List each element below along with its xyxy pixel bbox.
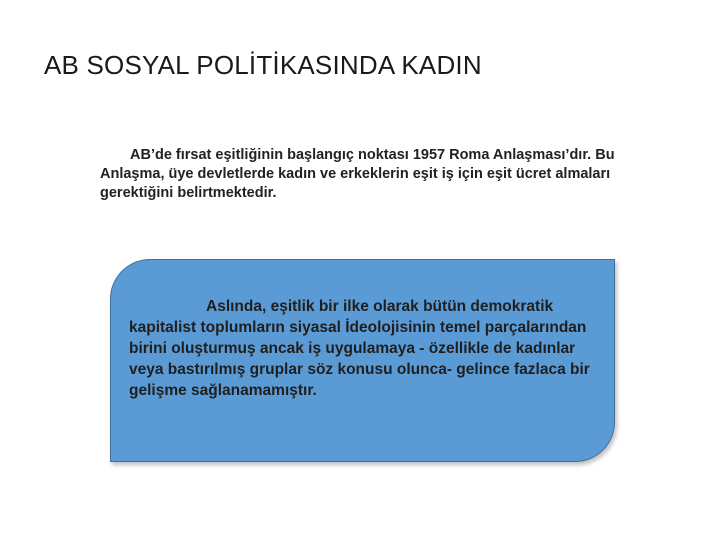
slide-title: AB SOSYAL POLİTİKASINDA KADIN (44, 50, 482, 80)
callout-paragraph (129, 296, 599, 401)
callout-box (110, 259, 615, 462)
callout-paragraph-text: Aslında, eşitlik bir ilke olarak bütün demokratik kapitalist toplumların siyasal İdeolojisinin temel parçalarından birini oluşturmuş ancak iş uygulamaya - özellikle de kadınlar veya bastırılmış gruplar söz konusu olunca- gelince fazlaca bir gelişme sağlanamamıştır. (129, 298, 590, 399)
body-paragraph-text: AB’de fırsat eşitliğinin başlangıç noktası 1957 Roma Anlaşması’dır. Bu Anlaşma, üye devletlerde kadın ve erkeklerin eşit iş için eşit ücret almaları gerektiğini belirtmektedir. (100, 147, 615, 201)
body-paragraph (100, 146, 640, 203)
